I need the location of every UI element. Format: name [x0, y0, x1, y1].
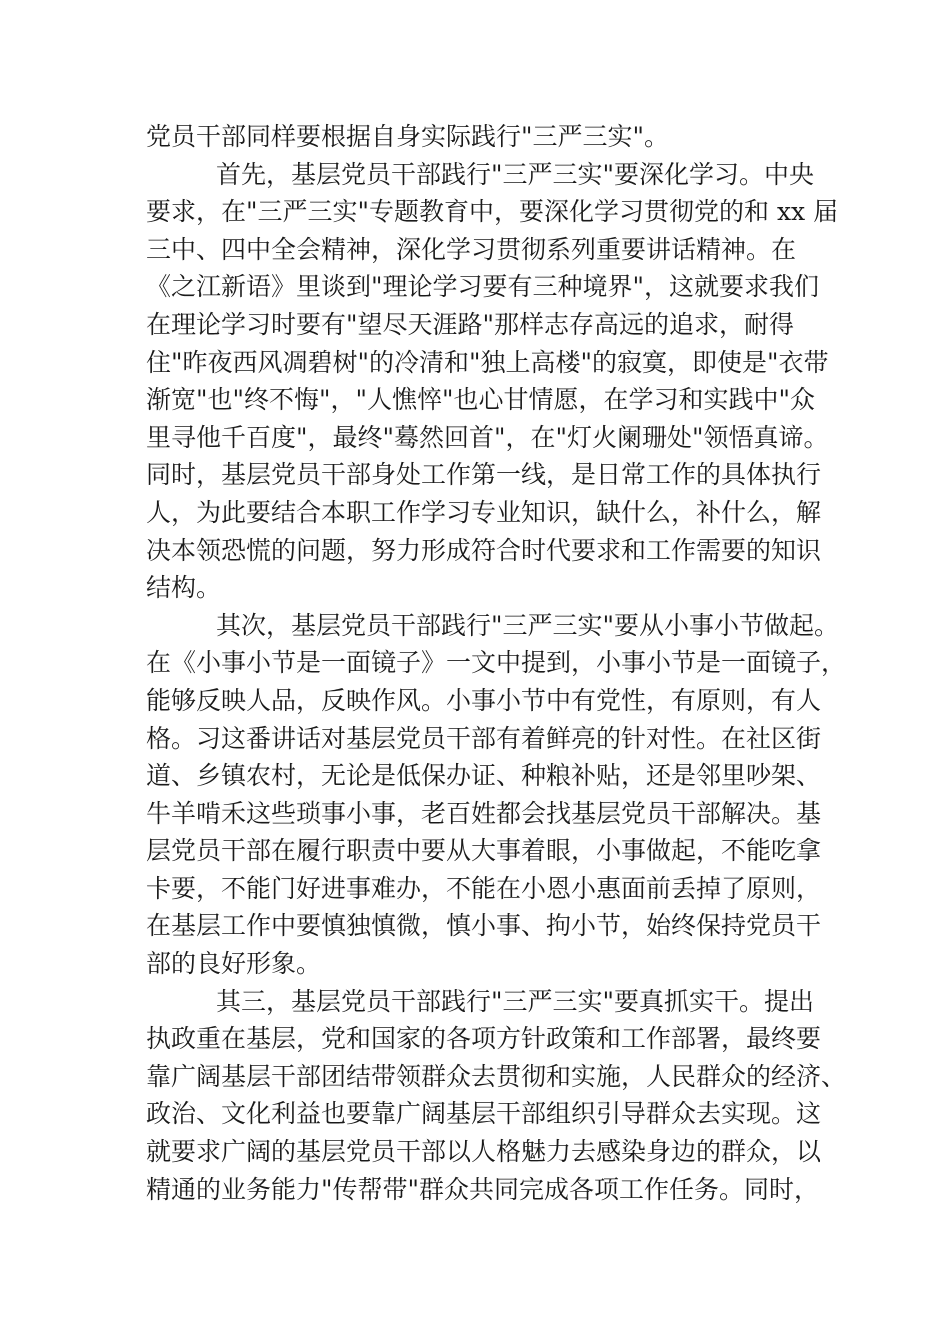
- text-line: 政治、文化利益也要靠广阔基层干部组织引导群众去实现。这: [146, 1099, 822, 1129]
- text-line: 能够反映人品，反映作风。小事小节中有党性，有原则，有人: [146, 685, 822, 715]
- paragraph-first-line: 首先，基层党员干部践行"三严三实"要深化学习。中央: [216, 159, 815, 189]
- text-line: 卡要，不能门好进事难办，不能在小恩小惠面前丢掉了原则，: [146, 873, 822, 903]
- text-line: 要求，在"三严三实"专题教育中，要深化学习贯彻党的和 xx 届: [146, 197, 839, 227]
- text-line: 就要求广阔的基层党员干部以人格魅力去感染身边的群众，以: [146, 1137, 822, 1167]
- text-line: 在理论学习时要有"望尽天涯路"那样志存高远的追求，耐得: [146, 309, 795, 339]
- text-line: 牛羊啃禾这些琐事小事，老百姓都会找基层党员干部解决。基: [146, 798, 822, 828]
- text-line: 渐宽"也"终不悔"，"人憔悴"也心甘情愿，在学习和实践中"众: [146, 385, 815, 415]
- text-line: 道、乡镇农村，无论是低保办证、种粮补贴，还是邻里吵架、: [146, 761, 822, 791]
- text-line: 同时，基层党员干部身处工作第一线，是日常工作的具体执行: [146, 460, 822, 490]
- text-line: 部的良好形象。: [146, 949, 322, 979]
- paragraph-first-line: 其次，基层党员干部践行"三严三实"要从小事小节做起。: [216, 610, 840, 640]
- text-line: 《之江新语》里谈到"理论学习要有三种境界"，这就要求我们: [146, 272, 820, 302]
- text-line: 决本领恐慌的问题，努力形成符合时代要求和工作需要的知识: [146, 535, 822, 565]
- document-body: [146, 118, 847, 1208]
- text-line: 层党员干部在履行职责中要从大事着眼，小事做起，不能吃拿: [146, 836, 822, 866]
- text-line: 党员干部同样要根据自身实际践行"三严三实"。: [146, 122, 669, 151]
- text-line: 精通的业务能力"传帮带"群众共同完成各项工作任务。同时，: [146, 1174, 820, 1204]
- text-line: 人，为此要结合本职工作学习专业知识，缺什么，补什么，解: [146, 497, 822, 527]
- text-line: 格。习这番讲话对基层党员干部有着鲜亮的针对性。在社区街: [146, 723, 822, 753]
- text-line: 在基层工作中要慎独慎微，慎小事、拘小节，始终保持党员干: [146, 911, 822, 941]
- text-line: 结构。: [146, 573, 222, 603]
- text-line: 在《小事小节是一面镜子》一文中提到，小事小节是一面镜子，: [146, 648, 847, 678]
- text-line: 执政重在基层，党和国家的各项方针政策和工作部署，最终要: [146, 1024, 822, 1054]
- text-line: 里寻他千百度"，最终"蓦然回首"，在"灯火阑珊处"领悟真谛。: [146, 422, 829, 452]
- paragraph-first-line: 其三，基层党员干部践行"三严三实"要真抓实干。提出: [216, 986, 815, 1016]
- text-line: 三中、四中全会精神，深化学习贯彻系列重要讲话精神。在: [146, 234, 797, 264]
- text-line: 靠广阔基层干部团结带领群众去贯彻和实施，人民群众的经济、: [146, 1061, 847, 1091]
- text-line: 住"昨夜西风凋碧树"的冷清和"独上高楼"的寂寞，即使是"衣带: [146, 347, 829, 377]
